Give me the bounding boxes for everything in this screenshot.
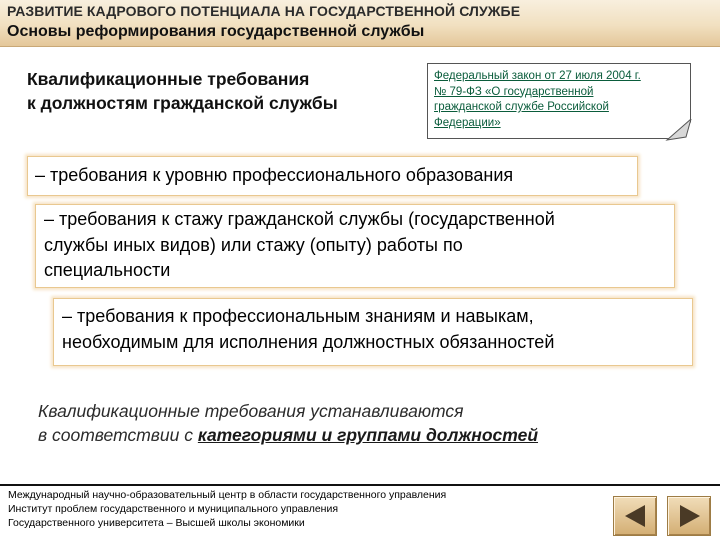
footer-line: Международный научно-образовательный центр в области государственного управления bbox=[8, 489, 447, 501]
requirement-text: специальности bbox=[44, 260, 171, 280]
law-reference-line: Федеральный закон от 27 июля 2004 г. bbox=[434, 70, 641, 82]
section-heading bbox=[27, 67, 407, 115]
footer-divider bbox=[0, 484, 720, 486]
conclusion-line: Квалификационные требования устанавливаются bbox=[38, 401, 464, 421]
requirement-text: службы иных видов) или стажу (опыту) работы по bbox=[44, 234, 463, 255]
law-reference-line: гражданской службе Российской bbox=[434, 101, 609, 113]
triangle-left-icon bbox=[614, 497, 656, 535]
conclusion-line bbox=[38, 423, 678, 447]
section-heading-line: Квалификационные требования bbox=[27, 69, 310, 89]
requirement-text: – требования к уровню профессионального образования bbox=[35, 165, 514, 185]
conclusion-prefix: в соответствии с bbox=[38, 425, 198, 445]
previous-slide-button[interactable] bbox=[613, 496, 657, 536]
footer-line: Государственного университета – Высшей школы экономики bbox=[8, 517, 305, 529]
categories-groups-link[interactable]: категориями и группами должностей bbox=[197, 425, 539, 445]
law-reference-link[interactable] bbox=[434, 69, 682, 131]
law-reference-line: № 79-ФЗ «О государственной bbox=[434, 85, 594, 98]
section-heading-line: к должностям гражданской службы bbox=[27, 93, 338, 113]
law-reference-line: Федерации» bbox=[434, 116, 501, 129]
footer-line: Институт проблем государственного и муниципального управления bbox=[8, 503, 339, 515]
requirement-box bbox=[35, 204, 675, 288]
requirement-text: необходимым для исполнения должностных обязанностей bbox=[62, 331, 555, 352]
next-slide-button[interactable] bbox=[667, 496, 711, 536]
header-bar bbox=[0, 0, 720, 47]
requirement-text: – требования к профессиональным знаниям и навыкам, bbox=[62, 306, 534, 326]
footer-institution bbox=[8, 488, 568, 530]
requirement-box bbox=[27, 156, 638, 196]
requirement-text: – требования к стажу гражданской службы (государственной bbox=[44, 209, 555, 229]
page-subtitle: Основы реформирования государственной службы bbox=[7, 23, 425, 40]
triangle-right-icon bbox=[668, 497, 710, 535]
requirement-box bbox=[53, 298, 693, 366]
conclusion-text bbox=[38, 399, 678, 447]
page-title: РАЗВИТИЕ КАДРОВОГО ПОТЕНЦИАЛА НА ГОСУДАРСТВЕННОЙ СЛУЖБЕ bbox=[7, 3, 521, 19]
